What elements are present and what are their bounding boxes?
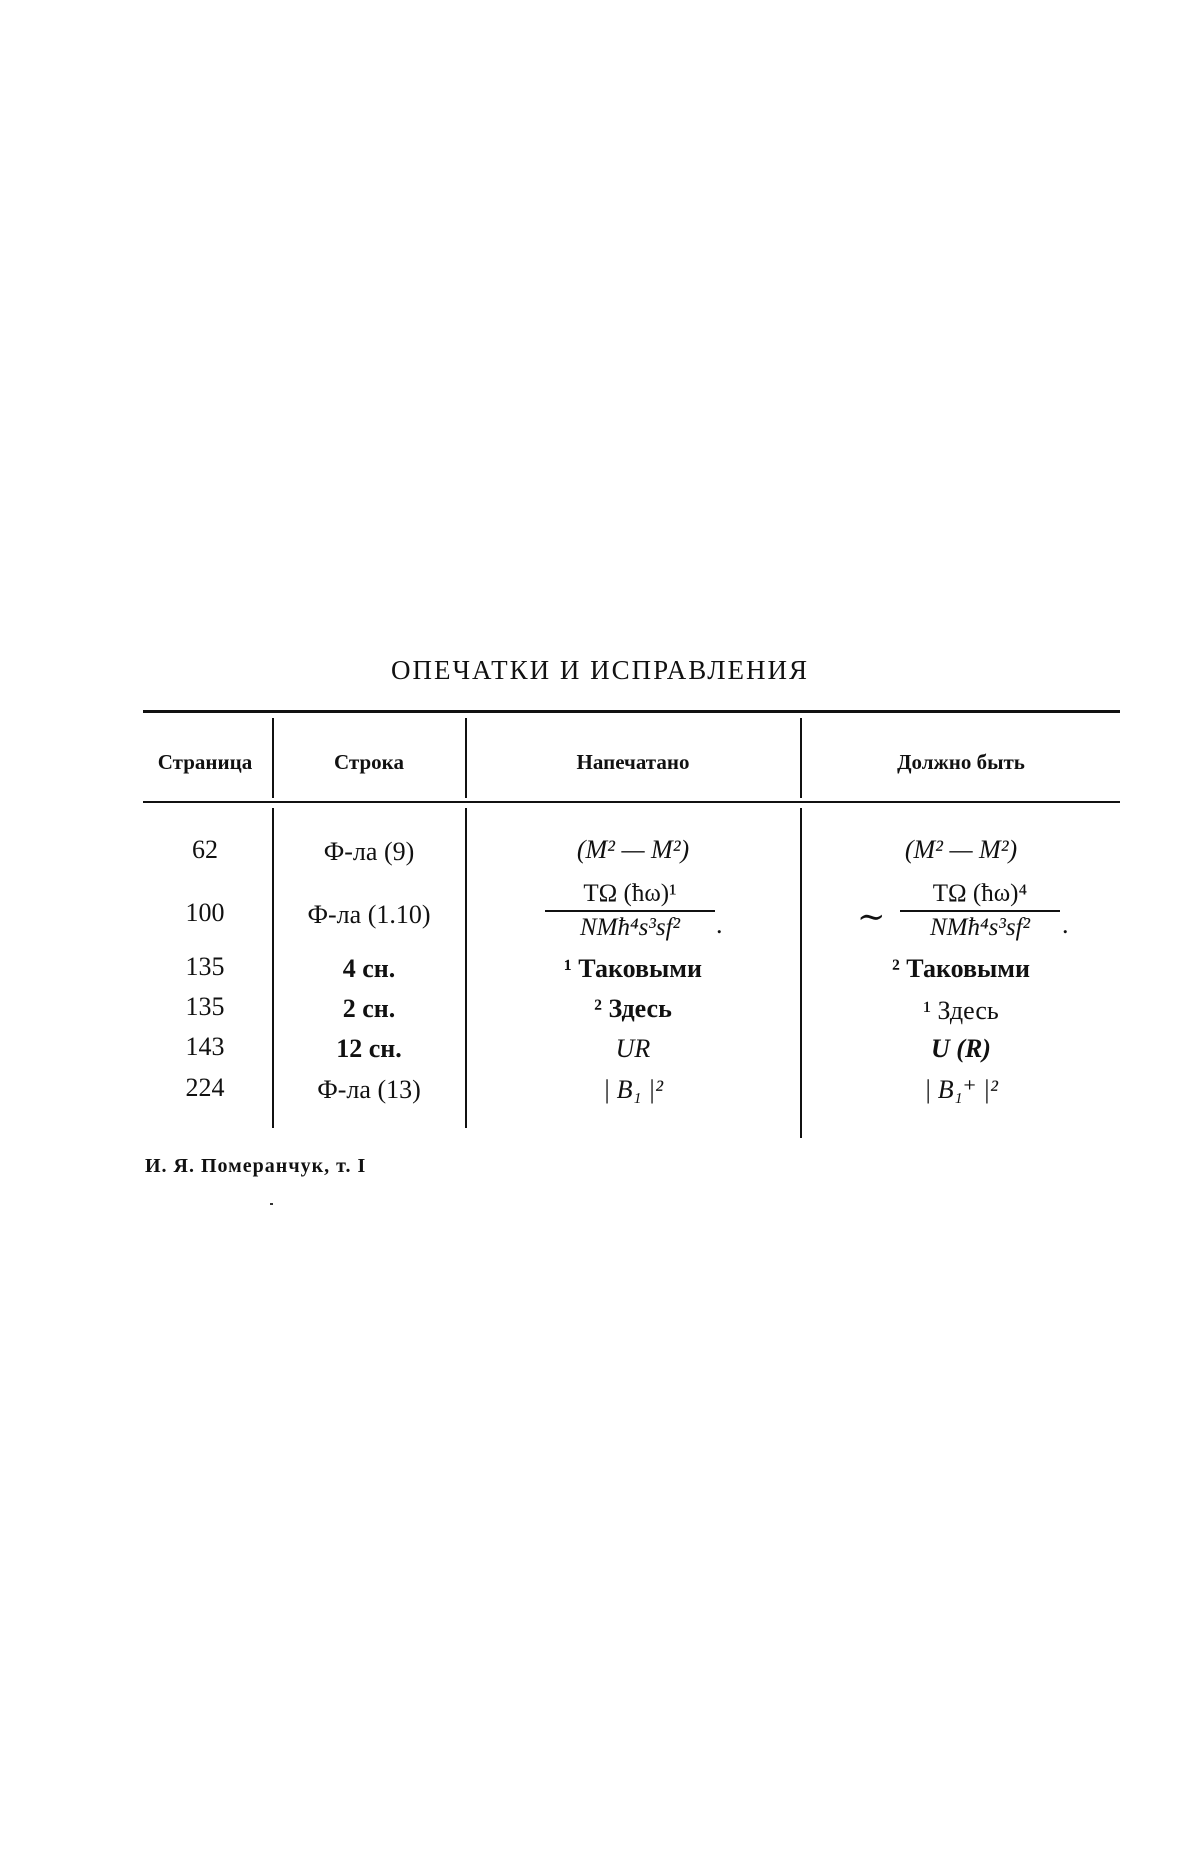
header-line: Строка (334, 750, 404, 774)
fraction-denominator: NMħ⁴s³sf² (929, 914, 1031, 941)
cell-page: 135 (185, 952, 225, 981)
cell-correct: | B₁⁺ |² (924, 1075, 998, 1104)
page-footer: И. Я. Померанчук, т. I (145, 1155, 367, 1177)
cell-printed: ¹ Таковыми (563, 954, 702, 983)
cell-correct: ¹ Здесь (923, 996, 999, 1025)
cell-line: 4 сн. (342, 954, 396, 983)
cell-correct: ² Таковыми (891, 954, 1030, 983)
cell-printed: ² Здесь (594, 994, 672, 1023)
fraction-period: . (1062, 910, 1069, 939)
fraction-denominator: NMħ⁴s³sf² (579, 914, 681, 941)
fraction-numerator: TΩ (ħω)¹ (545, 880, 715, 912)
printed-fraction (545, 880, 715, 942)
page-title: ОПЕЧАТКИ И ИСПРАВЛЕНИЯ (390, 655, 810, 685)
cell-page: 135 (185, 992, 225, 1021)
table-top-rule (143, 710, 1120, 713)
table-header-rule (143, 801, 1120, 803)
header-page: Страница (157, 750, 253, 774)
header-printed: Напечатано (576, 750, 690, 774)
cell-line: Ф-ла (13) (317, 1075, 421, 1104)
cell-printed: (M² — M²) (576, 835, 690, 864)
cell-page: 224 (185, 1073, 225, 1102)
cell-page: 100 (185, 898, 225, 927)
cell-page: 143 (185, 1032, 225, 1061)
correct-fraction (900, 880, 1060, 942)
fraction-numerator: TΩ (ħω)⁴ (900, 880, 1060, 912)
stray-mark (270, 1203, 273, 1205)
fraction-period: . (716, 910, 723, 939)
header-correct: Должно быть (897, 750, 1025, 774)
tilde-prefix: ∼ (857, 899, 886, 936)
cell-line: 12 сн. (336, 1034, 402, 1063)
cell-line: 2 сн. (342, 994, 396, 1023)
cell-correct: (M² — M²) (904, 835, 1018, 864)
cell-printed: UR (615, 1034, 651, 1063)
cell-line: Ф-ла (1.10) (307, 900, 431, 929)
cell-correct: U (R) (931, 1034, 991, 1063)
cell-printed: | B₁ |² (602, 1075, 663, 1104)
cell-page: 62 (192, 835, 218, 864)
cell-line: Ф-ла (9) (323, 837, 415, 866)
